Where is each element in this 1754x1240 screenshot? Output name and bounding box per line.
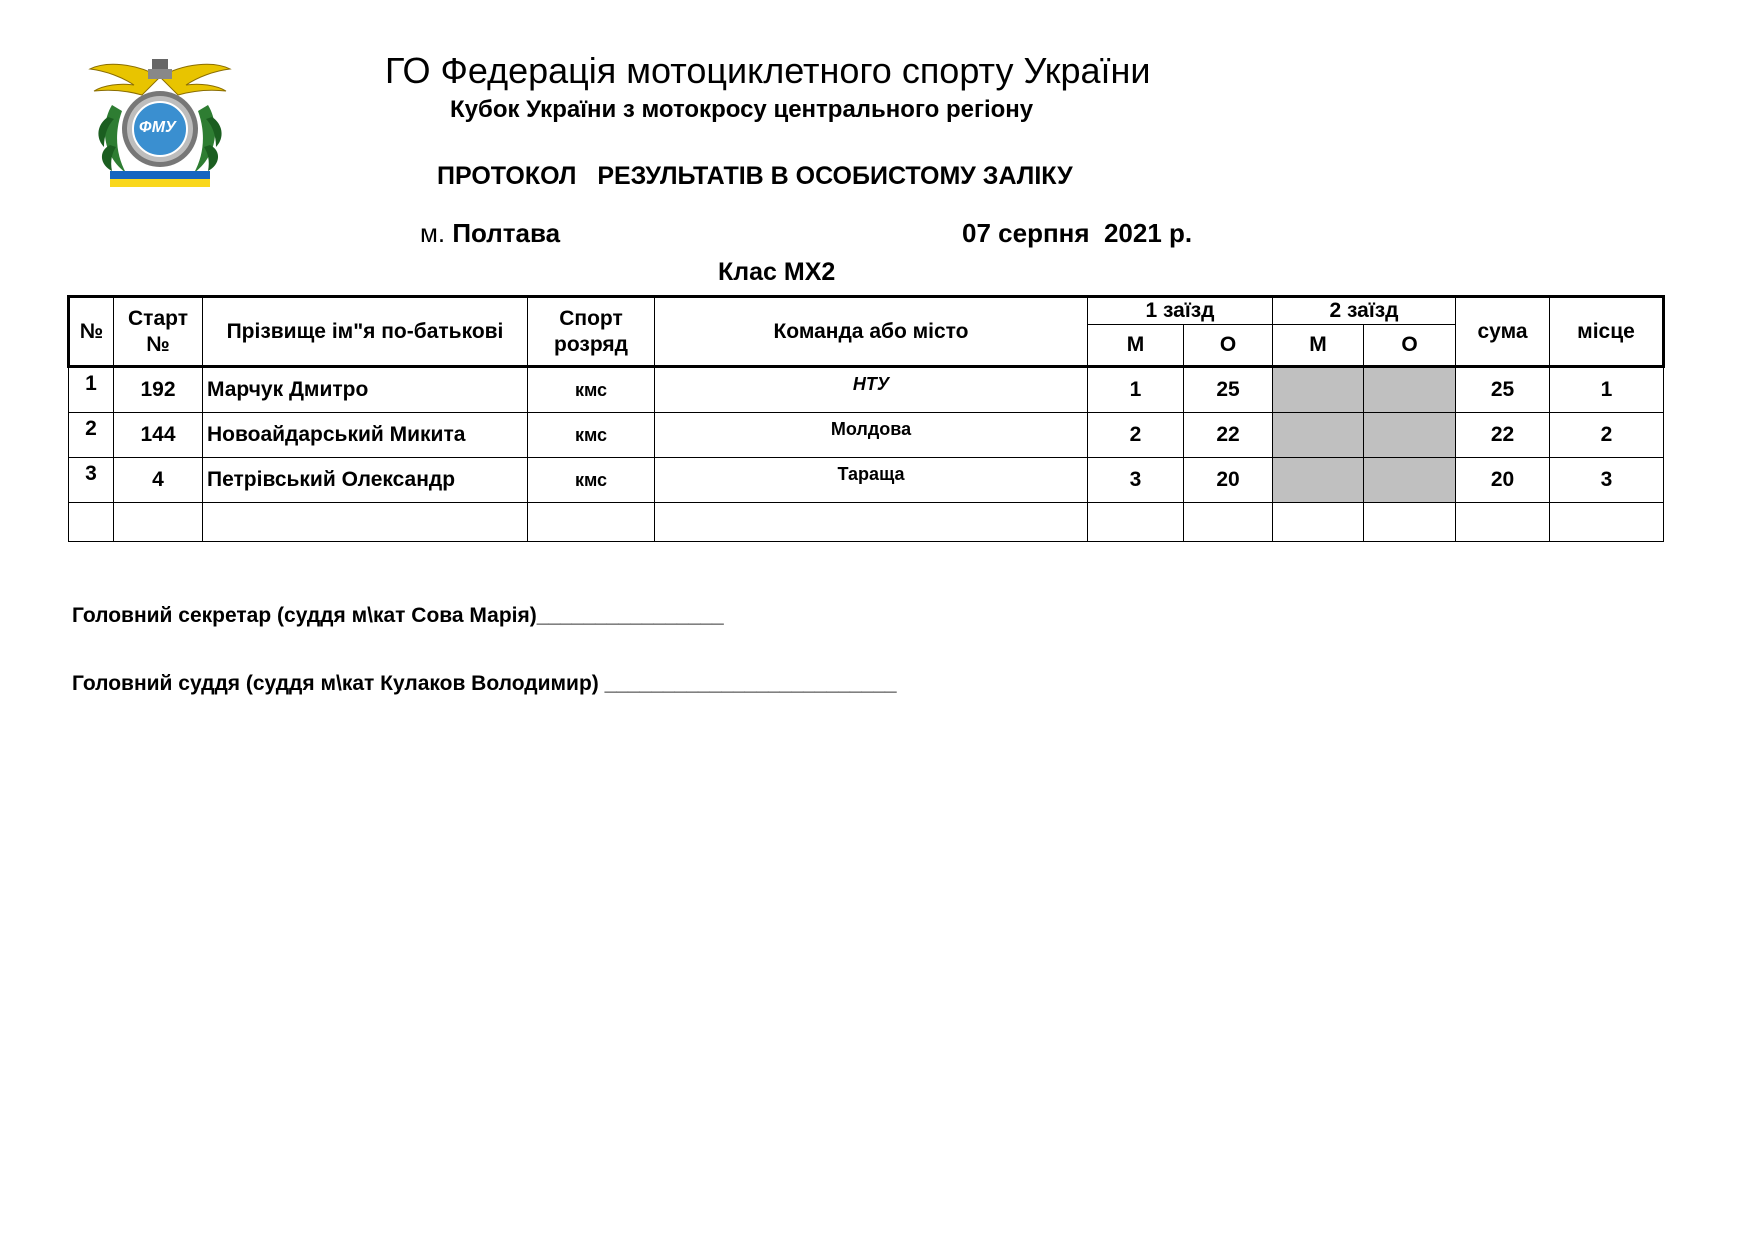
cell-empty [114, 503, 203, 542]
col-rank-line1: Спорт [559, 307, 623, 331]
cell-place: 2 [1550, 413, 1664, 458]
cell-h1-m: 2 [1088, 413, 1184, 458]
cell-team: НТУ [655, 367, 1088, 413]
col-rank-line2: розряд [554, 332, 628, 356]
cell-name: Марчук Дмитро [203, 367, 528, 413]
city-prefix: м. [420, 218, 446, 248]
cell-empty [1273, 503, 1364, 542]
cell-h2-m [1273, 367, 1364, 413]
city-name: Полтава [452, 218, 561, 248]
cell-h1-m: 1 [1088, 367, 1184, 413]
col-heat2-o: О [1364, 325, 1456, 367]
table-row [69, 367, 1664, 413]
col-start [114, 297, 203, 367]
cell-empty [1550, 503, 1664, 542]
cell-h1-o: 22 [1184, 413, 1273, 458]
cell-sum: 25 [1456, 367, 1550, 413]
col-heat2: 2 заїзд [1273, 297, 1456, 325]
cell-team: Молдова [655, 413, 1088, 458]
cell-h1-o: 25 [1184, 367, 1273, 413]
cell-empty [1184, 503, 1273, 542]
cell-empty [1088, 503, 1184, 542]
cell-start: 192 [114, 367, 203, 413]
class-label: Клас МХ2 [718, 258, 836, 286]
cell-empty [528, 503, 655, 542]
judge-signature-line: Головний суддя (суддя м\кат Кулаков Володимир) _________________________ [72, 672, 897, 695]
protocol-title: ПРОТОКОЛ РЕЗУЛЬТАТІВ В ОСОБИСТОМУ ЗАЛІКУ [437, 162, 1073, 190]
cell-start: 4 [114, 458, 203, 503]
cell-h1-o: 20 [1184, 458, 1273, 503]
cell-rank: кмс [528, 413, 655, 458]
organization-title: ГО Федерація мотоциклетного спорту України [385, 50, 1151, 91]
cell-empty [1456, 503, 1550, 542]
logo-text: ФМУ [139, 119, 176, 136]
cell-num: 3 [69, 458, 114, 503]
cell-place: 3 [1550, 458, 1664, 503]
table-row-empty [69, 503, 1664, 542]
col-start-line2: № [146, 332, 170, 356]
cell-empty [655, 503, 1088, 542]
cell-h2-o [1364, 367, 1456, 413]
col-heat2-m: М [1273, 325, 1364, 367]
cell-h2-o [1364, 413, 1456, 458]
cell-h2-m [1273, 413, 1364, 458]
cell-rank: кмс [528, 458, 655, 503]
competition-title: Кубок України з мотокросу центрального регіону [450, 96, 1034, 123]
cell-place: 1 [1550, 367, 1664, 413]
col-sum: сума [1456, 297, 1550, 367]
col-place: місце [1550, 297, 1664, 367]
table-row [69, 458, 1664, 503]
cell-empty [69, 503, 114, 542]
col-name: Прізвище ім"я по-батькові [203, 297, 528, 367]
cell-team: Тараща [655, 458, 1088, 503]
secretary-signature-line: Головний секретар (суддя м\кат Сова Марія)________________ [72, 604, 724, 627]
cell-h2-o [1364, 458, 1456, 503]
cell-h2-m [1273, 458, 1364, 503]
col-rank [528, 297, 655, 367]
cell-start: 144 [114, 413, 203, 458]
cell-sum: 22 [1456, 413, 1550, 458]
col-heat1-m: М [1088, 325, 1184, 367]
col-start-line1: Старт [128, 307, 188, 331]
cell-name: Новоайдарський Микита [203, 413, 528, 458]
event-city [420, 218, 560, 249]
cell-empty [1364, 503, 1456, 542]
results-table [67, 295, 1665, 542]
cell-name: Петрівський Олександр [203, 458, 528, 503]
cell-rank: кмс [528, 367, 655, 413]
event-date: 07 серпня 2021 р. [962, 218, 1193, 248]
table-row [69, 413, 1664, 458]
col-team: Команда або місто [655, 297, 1088, 367]
col-heat1-o: О [1184, 325, 1273, 367]
cell-sum: 20 [1456, 458, 1550, 503]
col-num: № [69, 297, 114, 367]
cell-empty [203, 503, 528, 542]
federation-logo [86, 55, 234, 190]
cell-h1-m: 3 [1088, 458, 1184, 503]
col-heat1: 1 заїзд [1088, 297, 1273, 325]
cell-num: 2 [69, 413, 114, 458]
cell-num: 1 [69, 367, 114, 413]
